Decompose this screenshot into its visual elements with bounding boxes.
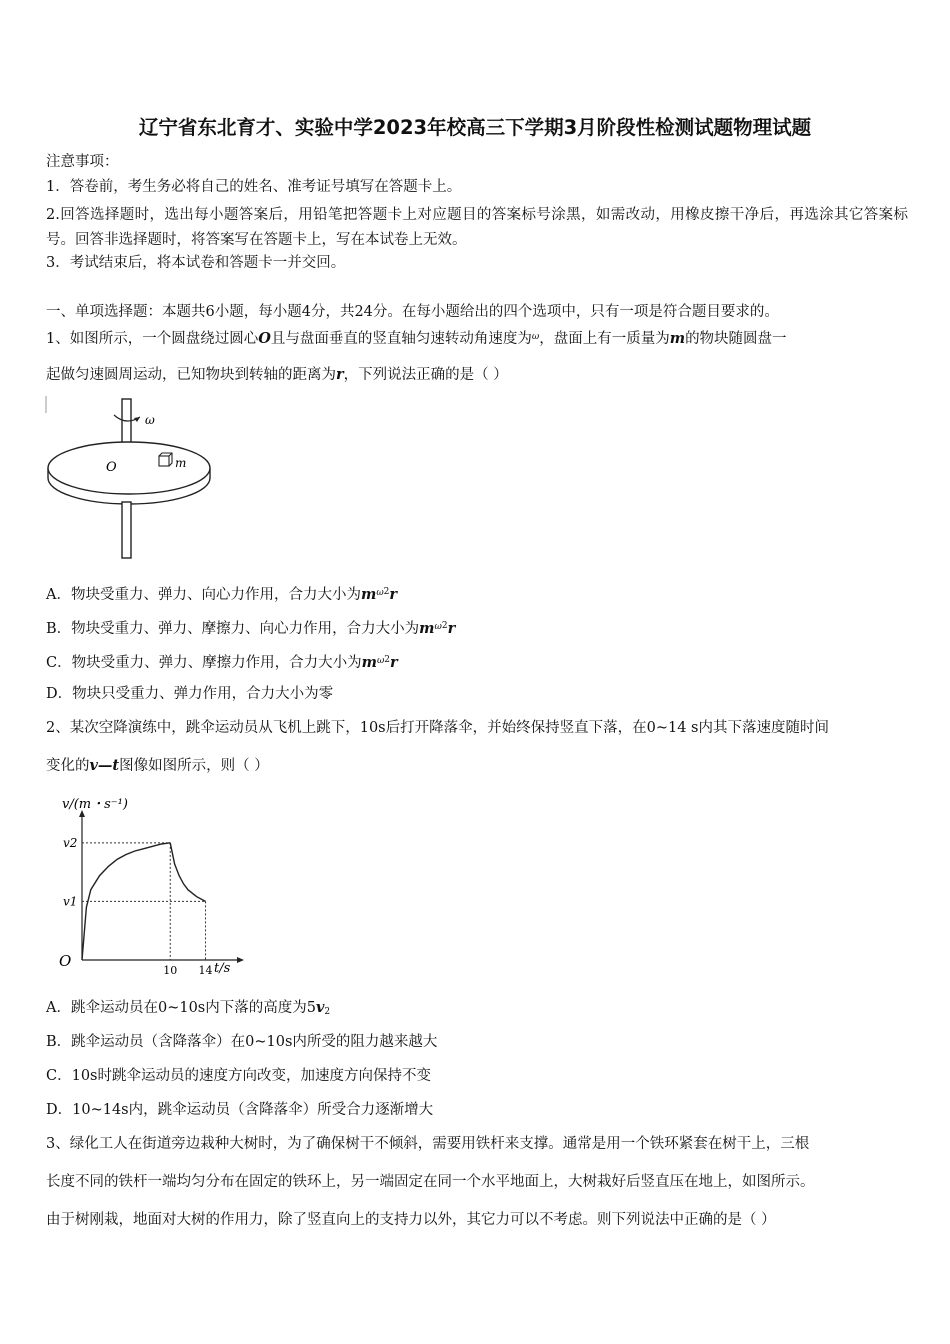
q1-stem-line2-b: ，下列说法正确的是（ ） bbox=[343, 367, 508, 383]
q1-disk-figure bbox=[44, 393, 219, 563]
q2-option-c: C．10s时跳伞运动员的速度方向改变，加速度方向保持不变 bbox=[46, 1068, 431, 1084]
page-title: 辽宁省东北育才、实验中学2023年校高三下学期3月阶段性检测试题物理试题 bbox=[138, 116, 812, 139]
q1-var-O: O bbox=[258, 330, 271, 347]
q3-stem-line1: 3、绿化工人在街道旁边栽种大树时，为了确保树干不倾斜，需要用铁杆来支撑。通常是用一个铁环紧套在树干上，三根 bbox=[46, 1136, 810, 1152]
q1-var-omega: ω bbox=[531, 332, 540, 342]
q2-var-vt: v—t bbox=[89, 757, 120, 774]
notice-item-1: 1．答卷前，考生务必将自己的姓名、准考证号填写在答题卡上。 bbox=[46, 179, 462, 195]
notice-item-2: 2.回答选择题时，选出每小题答案后，用铅笔把答题卡上对应题目的答案标号涂黑，如需改动，用橡皮擦干净后，再选涂其它答案标号。回答非选择题时，将答案写在答题卡上，写在本试卷上无效。 bbox=[46, 207, 908, 248]
q2-chart-v2-label: v2 bbox=[63, 835, 78, 850]
q1-option-b: B．物块受重力、弹力、摩擦力、向心力作用，合力大小为$m^{\omega 2}r$ bbox=[46, 620, 456, 637]
q2-option-d: D．10~14s内，跳伞运动员（含降落伞）所受合力逐渐增大 bbox=[46, 1102, 434, 1118]
q3-stem-line2: 长度不同的铁杆一端均匀分布在固定的铁环上，另一端固定在同一个水平地面上，大树栽好后竖直压在地上，如图所示。 bbox=[46, 1174, 815, 1190]
q2-chart-x-arrow bbox=[237, 957, 244, 963]
notice-heading: 注意事项： bbox=[46, 154, 119, 170]
q1-stem-line2 bbox=[46, 365, 508, 385]
q2-chart-ylabel: v/(m・s⁻¹) bbox=[62, 797, 128, 812]
q2-chart-origin: O bbox=[59, 952, 72, 970]
q1-option-c: C．物块受重力、弹力、摩擦力作用，合力大小为$m^{\omega 2}r$ bbox=[46, 654, 398, 671]
q2-chart-v1-label: v1 bbox=[63, 894, 78, 909]
q2-stem-line2: 变化的v—t图像如图所示，则（ ） bbox=[46, 757, 269, 774]
q1-stem-line1 bbox=[46, 327, 787, 349]
q1-stem-b: 且与盘面垂直的竖直轴匀速转动角速度为 bbox=[270, 331, 532, 347]
q2-option-b: B．跳伞运动员（含降落伞）在0~10s内所受的阻力越来越大 bbox=[46, 1034, 438, 1050]
q2-chart-xlabel: t/s bbox=[214, 961, 231, 976]
q2-chart-tick-10: 10 bbox=[163, 964, 178, 977]
q2-option-a: A．跳伞运动员在0~10s内下落的高度为$5v_2$ bbox=[46, 999, 331, 1017]
q1-option-a: A．物块受重力、弹力、向心力作用，合力大小为$m^{\omega 2}r$ bbox=[46, 586, 398, 603]
q1-option-d: D．物块只受重力、弹力作用，合力大小为零 bbox=[46, 686, 334, 702]
q1-stem-c: ，盘面上有一质量为 bbox=[539, 331, 670, 347]
q1-var-r: r bbox=[336, 366, 344, 383]
notice-item-3: 3．考试结束后，将本试卷和答题卡一并交回。 bbox=[46, 255, 346, 271]
q2-vt-chart bbox=[56, 790, 246, 980]
q1-stem-d: 的物块随圆盘一 bbox=[685, 331, 787, 347]
q1-fig-O-label: O bbox=[106, 460, 117, 475]
section-heading: 一、单项选择题：本题共6小题，每小题4分，共24分。在每小题给出的四个选项中，只有一项是符合题目要求的。 bbox=[46, 304, 779, 320]
q1-stem-line2-a: 起做匀速圆周运动，已知物块到转轴的距离为 bbox=[46, 367, 336, 383]
q1-fig-m-label: m bbox=[175, 456, 187, 470]
q2-stem-line1: 2、某次空降演练中，跳伞运动员从飞机上跳下，10s后打开降落伞，并始终保持竖直下落，在0~14 s内其下落速度随时间 bbox=[46, 720, 829, 736]
q1-var-m: m bbox=[669, 330, 686, 347]
q3-stem-line3: 由于树刚栽，地面对大树的作用力，除了竖直向上的支持力以外，其它力可以不考虑。则下列说法中正确的是（ ） bbox=[46, 1212, 776, 1228]
q1-stem-a: 1、如图所示，一个圆盘绕过圆心 bbox=[46, 331, 259, 347]
q2-chart-tick-14: 14 bbox=[198, 964, 213, 977]
q2-chart-series-line-2 bbox=[170, 843, 205, 902]
q1-fig-omega-label: ω bbox=[145, 413, 155, 427]
